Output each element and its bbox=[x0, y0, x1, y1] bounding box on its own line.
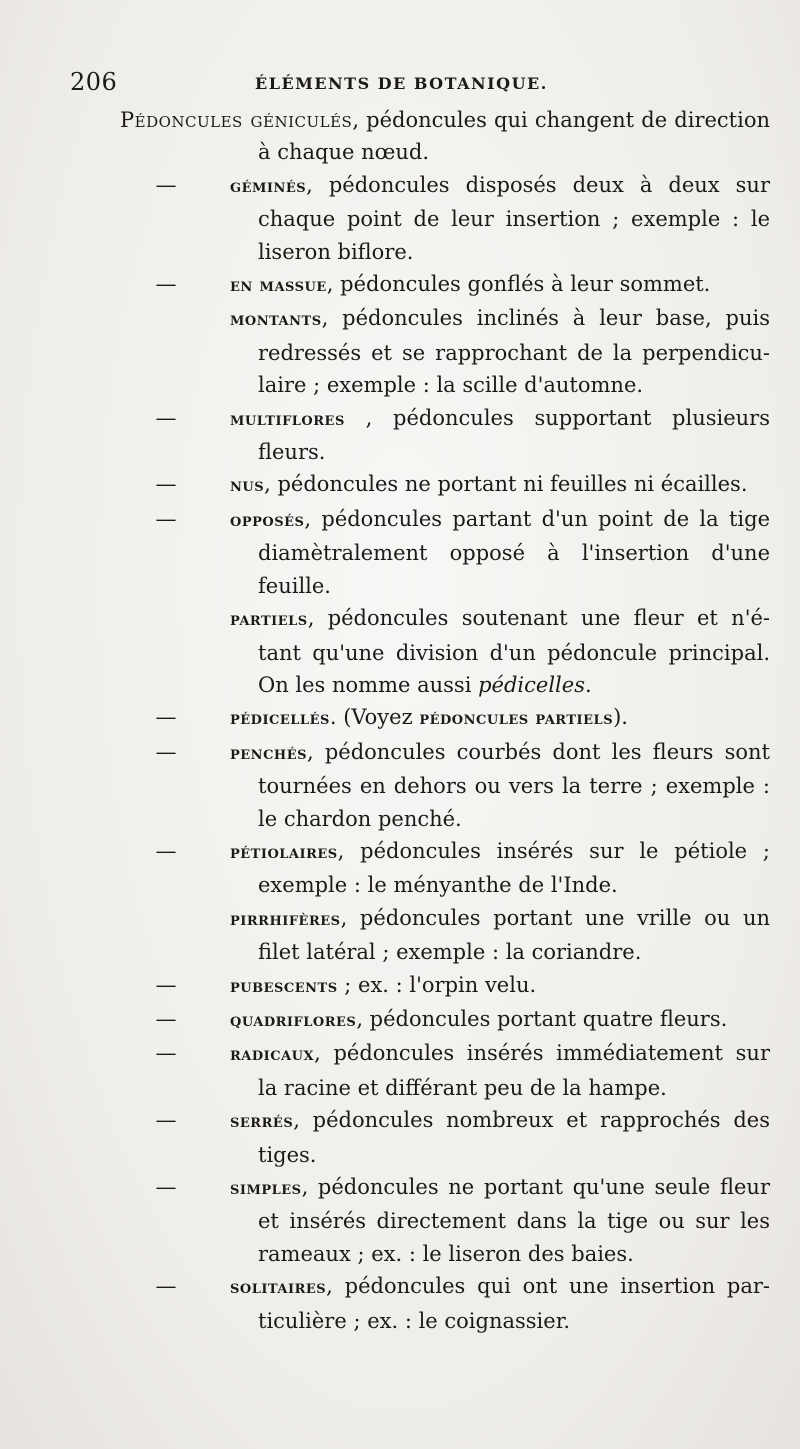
italic-term: pédicelles bbox=[478, 672, 585, 697]
dash: — bbox=[155, 506, 177, 531]
dash: — bbox=[155, 1006, 177, 1031]
entry-term: pirrhifères bbox=[230, 908, 341, 930]
entry-term: multiflores bbox=[230, 408, 345, 430]
running-head: ÉLÉMENTS DE BOTANIQUE. bbox=[255, 74, 548, 93]
dash: — bbox=[155, 1041, 177, 1066]
entry-term: simples bbox=[230, 1178, 302, 1199]
dash: — bbox=[155, 972, 177, 997]
page-header bbox=[70, 68, 750, 104]
glossary-entry-geminés: — géminés, pédoncules disposés deux à deux sur chaque point de leur insertion ; exemple : le liseron biflore. bbox=[70, 169, 770, 268]
entry-term: en massue bbox=[230, 275, 327, 297]
entry-term: quadriflores bbox=[230, 1009, 357, 1031]
dash: — bbox=[155, 472, 177, 497]
glossary-entry-solitaires: — solitaires, pédoncules qui ont une insertion par- ticulière ; ex. : le coignassier. bbox=[70, 1270, 770, 1337]
glossary-entry-multiflores: — multiflores , pédoncules supportant plusieurs fleurs. bbox=[70, 402, 770, 469]
glossary-entry-en-massue: — en massue, pédoncules gonflés à leur sommet. bbox=[70, 268, 770, 302]
glossary-entry-pédicellés: — pédicellés. (Voyez pédoncules partiels). bbox=[70, 701, 770, 735]
entry-term: penchés bbox=[230, 742, 307, 764]
entry-term: pédicellés bbox=[230, 708, 330, 730]
dash: — bbox=[155, 272, 177, 297]
glossary-entry-radicaux: — radicaux, pédoncules insérés immédiatement sur la racine et différant peu de la hampe. bbox=[70, 1037, 770, 1104]
dash: — bbox=[155, 1274, 177, 1299]
dash: — bbox=[155, 172, 177, 197]
entry-term: nus bbox=[230, 475, 265, 497]
glossary-entry-quadriflores: — quadriflores, pédoncules portant quatre fleurs. bbox=[70, 1003, 770, 1037]
glossary-entry-penchés: — penchés, pédoncules courbés dont les fleurs sont tournées en dehors ou vers la terre ; exemple : le chardon penché. bbox=[70, 736, 770, 835]
glossary-entry-pirrhifères: pirrhifères, pédoncules portant une vrille ou un filet latéral ; exemple : la coriandre. bbox=[230, 905, 770, 965]
glossary-entry-nus: — nus, pédoncules ne portant ni feuilles ni écailles. bbox=[70, 468, 770, 502]
entry-term: radicaux bbox=[230, 1044, 315, 1066]
dash: — bbox=[155, 405, 177, 430]
entry-term: solitaires bbox=[230, 1277, 327, 1299]
glossary-entry-serrés: — serrés, pédoncules nombreux et rapprochés des tiges. bbox=[70, 1104, 770, 1171]
page-number: 206 bbox=[70, 68, 118, 96]
entry-term: pétiolaires bbox=[230, 841, 338, 863]
entry-term: géminés bbox=[230, 175, 307, 197]
glossary-entry-pubescents: — pubescents ; ex. : l'orpin velu. bbox=[70, 969, 770, 1003]
dash: — bbox=[155, 739, 177, 764]
dash: — bbox=[155, 705, 177, 730]
glossary-entry-geniculés: Pédoncules géniculés, pédoncules qui changent de direction à chaque nœud. bbox=[120, 108, 771, 165]
dash: — bbox=[155, 1175, 177, 1199]
entry-term: pubescents bbox=[230, 975, 338, 997]
entry-term: Pédoncules géniculés bbox=[120, 108, 353, 132]
glossary-entry-partiels: partiels, pédoncules soutenant une fleur et n'é- tant qu'une division d'un pédoncule principal. On les nomme aussi pédicelles. bbox=[230, 606, 770, 697]
entry-term: opposés bbox=[230, 509, 305, 531]
entry-term: partiels bbox=[230, 609, 308, 631]
dash: — bbox=[155, 838, 177, 863]
glossary-entry-simples: — simples, pédoncules ne portant qu'une seule fleur et insérés directement dans la tige ou sur les rameaux ; ex. : le liseron des baies. bbox=[70, 1171, 770, 1270]
dash: — bbox=[155, 1108, 177, 1133]
glossary-entry-opposés: — opposés, pédoncules partant d'un point de la tige diamètralement opposé à l'insertion d'une feuille. bbox=[70, 503, 770, 602]
glossary-text bbox=[70, 104, 770, 1337]
entry-term: montants bbox=[230, 309, 322, 331]
glossary-entry-montants: montants, pédoncules inclinés à leur base, puis redressés et se rapprochant de la perpendicu- laire ; exemple : la scille d'automne. bbox=[230, 306, 770, 398]
entry-term: serrés bbox=[230, 1111, 294, 1133]
glossary-entry-pétiolaires: — pétiolaires, pédoncules insérés sur le pétiole ; exemple : le ményanthe de l'Inde. bbox=[70, 835, 770, 902]
